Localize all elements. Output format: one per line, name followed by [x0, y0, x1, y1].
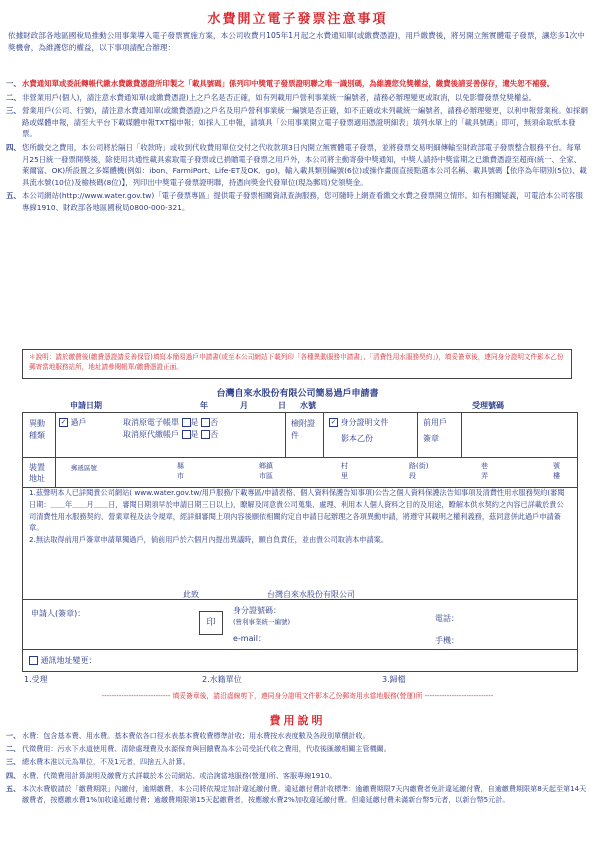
list-item: 一、 水費：包含基本費、用水費。基本費依各口徑水表基本費收費標準計收；用水費按水表度數及各段別單價計收。 [6, 731, 370, 740]
prev-user-label: 前用戶 [423, 418, 447, 427]
village-label: 村里 [341, 462, 348, 480]
transfer-checkbox[interactable]: ✓ 過戶 [60, 418, 87, 427]
checkbox-icon [182, 430, 191, 439]
cut-line-text: ---------------------------- 填妥簽章後，請沿虛線剪下，連同身分證明文件影本乙份郵寄用水當地服務(營運)所 ---------------------------- [101, 692, 494, 700]
addr-change-option[interactable]: 通訊地址變更： [29, 655, 97, 666]
town-label: 鄉鎮市區 [259, 462, 273, 480]
copies-row [22, 674, 578, 686]
change-type-label: 異動種類 [29, 419, 45, 440]
mobile-label: 手機： [435, 636, 459, 645]
notice-items [6, 78, 588, 216]
list-item: 四、 水費、代徵費用計算說明及繳費方式詳載於本公司網站、或洽詢當地服務(營運)所、客服專線1910。 [6, 770, 337, 780]
agreement-item-2: 2.無法取得前用戶簽章申請單獨過戶，倘前用戶於六個月內提出異議時，願自負責任，並由貴公司取消本申請案。 [29, 535, 389, 545]
transfer-form [22, 412, 578, 672]
check-icon: ✓ [60, 418, 67, 426]
list-item: 一、 水費通知單或委託轉帳代繳水費繳費憑證所印製之「載具號碼」係列印中獎電子發票證明聯之唯一識別碼，為維護您兌獎權益，繳費後請妥善保存，遺失恕不補發。 [6, 79, 555, 88]
checkbox-icon [182, 418, 191, 427]
list-item: 三、 營業用戶(公司、行號)，請注意水費通知單(或繳費憑證)之戶名及用戶營利事業統一編號是否正確，如不正確或未列載統一編號者，請務必辦理變更，以利申報營業稅。如採網路或媒體申報，請至大平台下載媒體申報TXT檔申報；如採人工申報，請填具「公用事業開立電子發票適用憑證明細表」填列水單上的「載具號碼」即可，無須命取紙本發票。 [6, 106, 588, 139]
applicant-label: 申請人(簽章)： [31, 609, 86, 618]
number-label: 號樓 [553, 462, 560, 480]
check-docs-label: 檢附證件 [291, 419, 315, 440]
list-item: 五、 本公司網站(http://www.water.gov.tw)「電子發票專區」提供電子發票相關資訊查詢服務，您可隨時上網查看繳交水費之發票開立情形。如有相關疑義，可電洽本公司客服專線1910、財政部各地區國稅局0800-000-321。 [6, 191, 583, 212]
postal-label: 郵遞區號 [71, 464, 97, 472]
instruction-notice: ＊說明：請於繳費後(繳費憑證請妥善保管)填寫本簡易過戶申請書(或至本公司網站下載列印「各種異動服務申請書」、「清費性用水服務契約」)，填妥簽章後，連同身分證明文件影本乙份郵寄當地服務站所，地址請參閱帳單/繳費憑證正面。 [22, 349, 572, 379]
fee-items [6, 730, 590, 807]
recipient-name: 台灣自來水股份有限公司 [267, 590, 355, 599]
agreement-item-1: 1.茲聲明本人已詳閱貴公司網站( www.water.gov.tw/用戶服務/下載專區/申請表格、個人資料保護告知事項)公告之個人資料保護法告知事項及清費性用水服務契約(審閱日期：＿＿年＿＿月＿＿日，審閱日期須早於申請日期三日以上)，瞭解及同意貴公司蒐集、處理、利用本人個人資料之目的及用途，瞭解本供水契約之內容已詳載於貴公司清費性用水服務契約、營業章程及法令規章，經詳細審閱上項內容後願依相關約定自申請日起辦理之各項異動申請，將遵守其載明之權利義務，茲同意併此過戶申請簽章。 [29, 488, 565, 533]
year-label: 年 [200, 401, 208, 410]
copy-accept: 1.受理 [24, 675, 48, 684]
check-icon: ✓ [330, 418, 337, 426]
lane-label: 巷弄 [481, 462, 488, 480]
copy-water-unit: 2.水籍單位 [202, 675, 242, 684]
install-addr-label: 裝置地址 [29, 463, 45, 483]
month-label: 月 [240, 401, 248, 410]
water-no-label: 水號 [300, 401, 316, 410]
list-item: 二、 非營業用戶(個人)，請注意水費通知單(或繳費憑證)上之戶名是否正確，如有列載用戶營利事業統一編號者，請務必辦理變更或取消，以免影響發票兌獎權益。 [6, 92, 537, 102]
copy-one-label: 影本乙份 [341, 434, 373, 443]
seal-box[interactable]: 印 [199, 611, 223, 635]
email-label: e-mail： [233, 634, 266, 643]
agreement-text [29, 487, 569, 546]
copy-archive: 3.歸檔 [382, 675, 406, 684]
fee-title: 費用說明 [269, 714, 326, 727]
cancel-autopay-option[interactable]: 取消原代繳帳戶 是 否 [123, 430, 219, 439]
accept-no-label: 受理號碼 [472, 401, 504, 410]
tel-label: 電話： [435, 614, 459, 623]
recipient-prefix: 此致 [183, 590, 199, 599]
list-item: 二、 代徵費用：污水下水道使用費、清除處理費及水源保育與回饋費為本公司受託代收之費用，代收後匯繳相關主管機關。 [6, 744, 391, 754]
id-note-label: (營利事業統一編號) [233, 618, 291, 626]
cancel-einvoice-option[interactable]: 取消原電子帳單 是 否 [123, 418, 219, 427]
county-label: 縣市 [177, 462, 184, 480]
checkbox-icon [201, 430, 210, 439]
list-item: 四、 您所繳交之費用，本公司將於隔日「收款時」或收到代收費用單位交付之代收款項3日內開立無實體電子發票，並將發票交易明細傳輸至財政部電子發票整合服務平台。每單月25日統一發票開獎後，除使用共通性載具索取電子發票或已捐贈電子發票之用戶外，本公司將主動寄發中獎通知，中獎人請持中獎當期之已繳費憑證至超商(統一、全家、萊爾富、OK)所設置之多媒體機(例如：ibon、FarmiPort、Life-ET及OK．go)，輸入載具類別編號(6位)或操作畫面直接點選本公司名稱、載具號碼【依序為年期別(5位)、載具流水號(10位)及檢核碼(8位)】，列印出中獎電子發票證明聯，持憑向獎金代發單位(現為郵局)兌領獎金。 [6, 142, 587, 187]
id-doc-checkbox[interactable]: ✓ 身分證明文件 [330, 418, 389, 427]
page-title: 水費開立電子發票注意事項 [207, 12, 388, 27]
apply-date-label: 申請日期 [70, 401, 102, 410]
list-item: 三、 總水費本准以元為單位，不及1元者，四捨五入計算。 [6, 757, 190, 767]
list-item: 五、 本次水費敬請於「繳費期限」內繳付，逾期繳費，本公司將依規定加計違延繳付費。違延繳付費計收標準：逾繳費期限7天內繳費者免計違延繳付費，自逾繳費期限第8天起至第14天繳費者，按應繳水費1%加收違延繳付費；逾繳費期限第15天起繳費者，按應繳水費2%加收違延繳付費。但違延繳付費未滿新台幣5元者，以新台幣5元計。 [6, 783, 587, 805]
checkbox-icon [201, 418, 210, 427]
form-title: 台灣自來水股份有限公司簡易過戶申請書 [216, 389, 379, 399]
road-label: 路(街)段 [409, 462, 429, 480]
day-label: 日 [278, 401, 286, 410]
checkbox-icon [29, 656, 38, 665]
id-no-label: 身分證號碼： [233, 606, 281, 615]
intro-paragraph: 依據財政部各地區國稅局推動公用事業導入電子發票實施方案，本公司收費月105年1月起之水費通知單(或繳費憑證)，用戶繳費後，將另開立無實體電子發票，讓您多1次中獎機會，為維護您的權益，以下事項請配合辦理： [8, 31, 585, 52]
prev-user-sign-label: 簽章 [423, 434, 439, 443]
